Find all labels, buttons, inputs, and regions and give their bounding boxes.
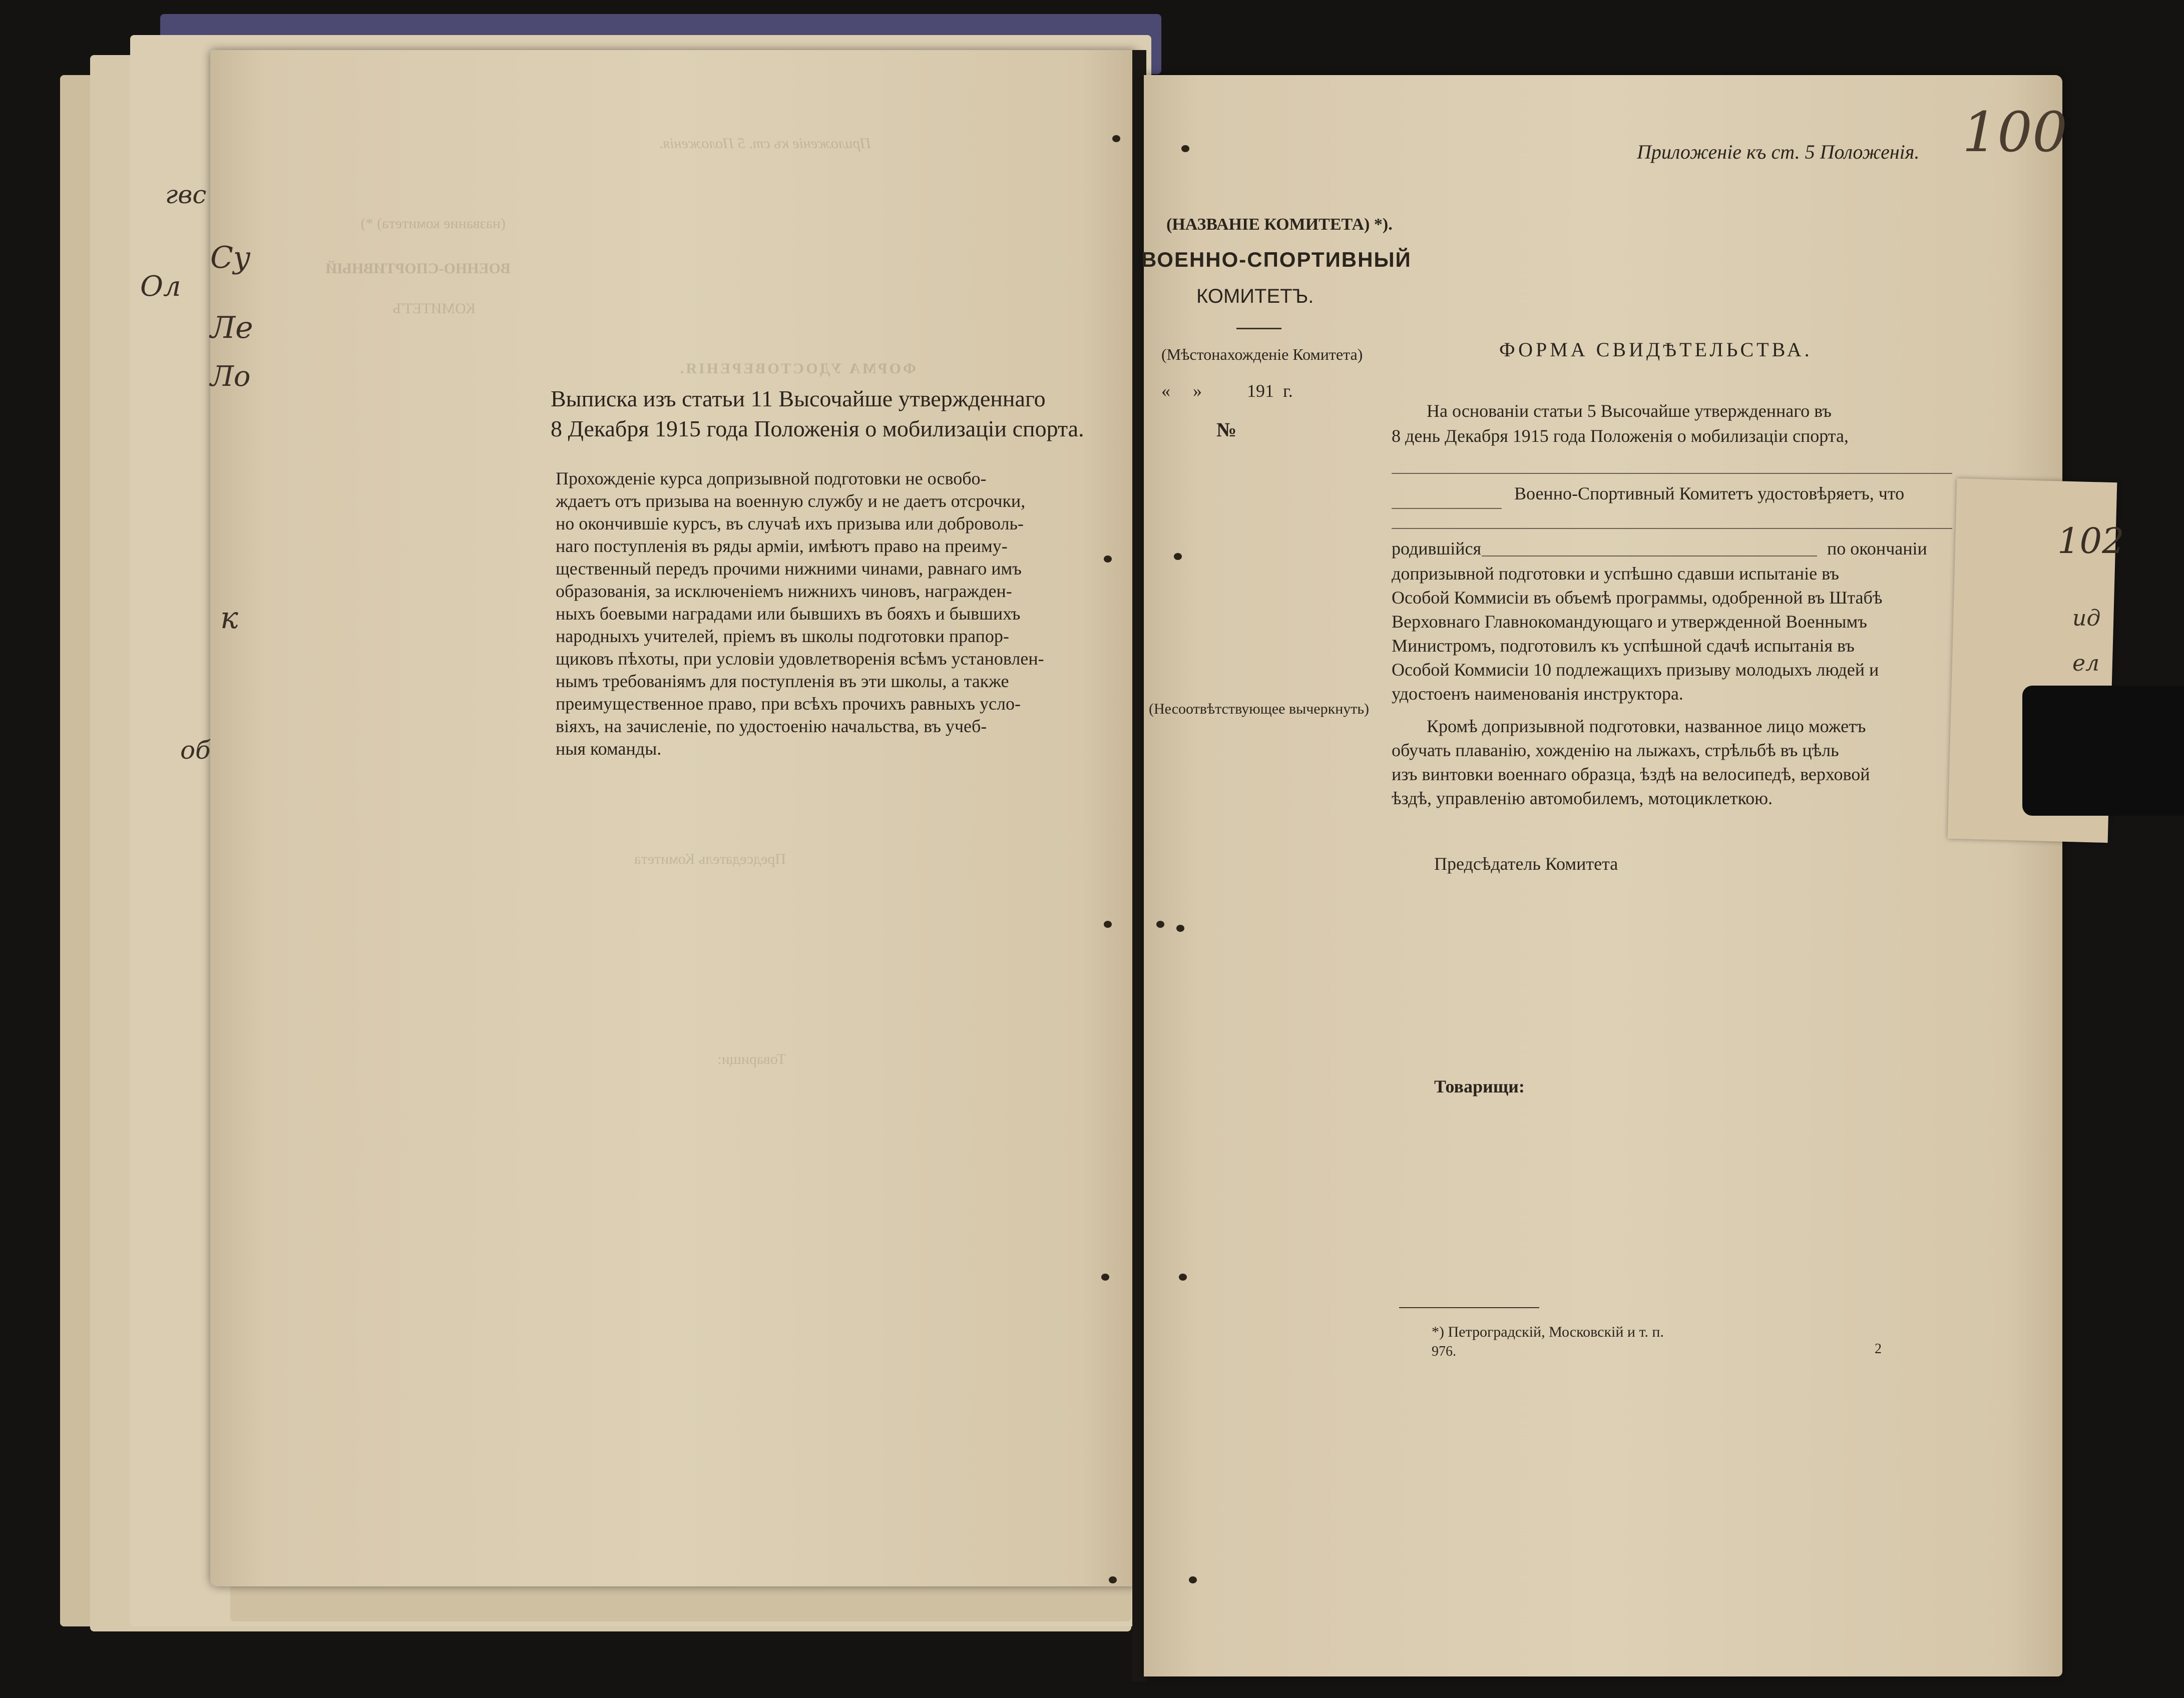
binding-hole xyxy=(1112,135,1120,142)
committee-line-1: ВОЕННО-СПОРТИВНЫЙ xyxy=(1141,248,1412,271)
strike-note: (Несоотвѣтствующее вычеркнуть) xyxy=(1149,701,1370,717)
paragraph3-line: обучать плаванію, хожденію на лыжахъ, стрѣльбѣ въ цѣль xyxy=(1392,740,1839,760)
margin-handwriting: Ло xyxy=(210,360,251,393)
paragraph2-line: удостоенъ наименованія инструктора. xyxy=(1392,684,1683,704)
margin-handwriting: к xyxy=(220,601,238,636)
bleed-text: ФОРМА УДОСТОВЕРЕНІЯ. xyxy=(678,360,916,377)
slip-number: 102 xyxy=(2057,520,2124,561)
slip-handwriting: ел xyxy=(2072,651,2100,676)
margin-handwriting: об xyxy=(180,736,211,765)
paragraph2-line: Особой Коммисіи 10 подлежащихъ призыву молодыхъ людей и xyxy=(1392,660,1879,680)
black-binding-tape xyxy=(2022,686,2184,816)
body-line: нымъ требованіямъ для поступленія въ эти школы, а также xyxy=(556,671,1009,691)
binding-hole xyxy=(1176,925,1184,932)
paragraph3-line: изъ винтовки военнаго образца, ѣздѣ на велосипедѣ, верховой xyxy=(1392,764,1870,784)
appendix-note: Приложеніе къ ст. 5 Положенія. xyxy=(1637,141,1920,163)
body-line: щиковъ пѣхоты, при условіи удовлетворенія всѣмъ установлен- xyxy=(556,649,1044,669)
number-sign: № xyxy=(1216,418,1237,441)
certifies-text: Военно-Спортивный Комитетъ удостовѣряетъ, что xyxy=(1514,483,1905,503)
binding-hole xyxy=(1104,921,1112,928)
right-page xyxy=(1144,75,2062,1676)
bleed-text: Председатель Комитета xyxy=(634,851,786,867)
extract-heading-line: Выписка изъ статьи 11 Высочайше утвержденнаго xyxy=(551,386,1046,411)
chairman-label: Предсѣдатель Комитета xyxy=(1434,854,1618,874)
paragraph2-line: Особой Коммисіи въ объемѣ программы, одобренной въ Штабѣ xyxy=(1392,588,1883,608)
body-line: ждаетъ отъ призыва на военную службу и не даетъ отсрочки, xyxy=(556,491,1026,511)
deputies-label: Товарищи: xyxy=(1434,1076,1525,1096)
left-page xyxy=(210,50,1136,1586)
folio-number: 100 xyxy=(1962,100,2067,164)
margin-handwriting: Су xyxy=(210,240,251,275)
bleed-text: КОМИТЕТЪ xyxy=(392,300,476,317)
paragraph2-line: Верховнаго Главнокомандующаго и утвержденной Военнымъ xyxy=(1392,612,1867,632)
bleed-through xyxy=(210,50,1136,1586)
bleed-text: (название комитета) *) xyxy=(360,215,506,232)
binding-hole xyxy=(1179,1274,1187,1281)
margin-handwriting: Ле xyxy=(210,310,253,345)
print-code: 976. xyxy=(1432,1344,1456,1359)
bleed-text: Приложеніе къ ст. 5 Положенія. xyxy=(659,135,871,152)
body-line: преимущественное право, при всѣхъ прочихъ равныхъ усло- xyxy=(556,694,1021,714)
body-line: народныхъ учителей, пріемъ въ школы подготовки прапор- xyxy=(556,626,1009,646)
body-line: віяхъ, на зачисленіе, по удостоенію начальства, въ учеб- xyxy=(556,716,987,736)
location-label: (Мѣстонахожденіе Комитета) xyxy=(1161,345,1363,363)
bleed-text: ВОЕННО-СПОРТИВНЫЙ xyxy=(325,260,511,277)
bleed-text: Товарищи: xyxy=(717,1051,786,1067)
body-line: наго поступленія въ ряды арміи, имѣютъ право на преиму- xyxy=(556,536,1008,556)
paragraph1-line: 8 день Декабря 1915 года Положенія о мобилизаціи спорта, xyxy=(1392,426,1849,446)
slip-handwriting: ид xyxy=(2072,606,2101,631)
ornament-divider xyxy=(1236,328,1281,329)
binding-hole xyxy=(1174,553,1182,560)
committee-name-blank xyxy=(1392,508,1502,509)
paragraph2-line: допризывной подготовки и успѣшно сдавши испытаніе въ xyxy=(1392,563,1839,584)
body-line: но окончившіе курсъ, въ случаѣ ихъ призыва или доброволь- xyxy=(556,513,1024,533)
binding-hole xyxy=(1189,1576,1197,1583)
paragraph1-line: На основаніи статьи 5 Высочайше утвержденнаго въ xyxy=(1427,401,1832,421)
binding-hole xyxy=(1104,555,1112,562)
signature-mark: 2 xyxy=(1875,1341,1882,1357)
body-line: ныя команды. xyxy=(556,739,662,759)
paragraph2-line: Министромъ, подготовилъ къ успѣшной сдачѣ испытанія въ xyxy=(1392,636,1855,656)
binding-hole xyxy=(1101,1274,1109,1281)
committee-line-2: КОМИТЕТЪ. xyxy=(1196,285,1314,307)
body-line: Прохожденіе курса допризывной подготовки не освобо- xyxy=(556,468,987,488)
extract-heading-line: 8 Декабря 1915 года Положенія о мобилизаціи спорта. xyxy=(551,416,1084,441)
fill-line xyxy=(1392,473,1952,474)
footnote-rule xyxy=(1399,1307,1539,1308)
body-line: ныхъ боевыми наградами или бывшихъ въ бояхъ и бывшихъ xyxy=(556,604,1021,624)
committee-name-label: (НАЗВАНІЕ КОМИТЕТА) *). xyxy=(1166,215,1393,234)
date-line: « » 191 г. xyxy=(1161,381,1293,401)
binding-hole xyxy=(1156,921,1164,928)
margin-handwriting: гвс xyxy=(165,180,207,209)
form-title: ФОРМА СВИДѢТЕЛЬСТВА. xyxy=(1499,338,1813,361)
binding-hole xyxy=(1109,1576,1117,1583)
body-line: щественный передъ прочими нижними чинами, равнаго имъ xyxy=(556,558,1022,579)
fill-line xyxy=(1392,528,1952,529)
after-label: по окончаніи xyxy=(1827,538,1927,558)
name-blank xyxy=(1482,555,1817,556)
paragraph3-line: ѣздѣ, управленію автомобилемъ, мотоциклеткою. xyxy=(1392,788,1773,808)
footnote: *) Петроградскій, Московскій и т. п. xyxy=(1432,1324,1664,1340)
paragraph3-line: Кромѣ допризывной подготовки, названное лицо можетъ xyxy=(1427,716,1866,736)
binding-hole xyxy=(1181,145,1189,152)
body-line: образованія, за исключеніемъ нижнихъ чиновъ, награжден- xyxy=(556,581,1012,601)
margin-handwriting: Ол xyxy=(140,270,181,303)
born-label: родившійся xyxy=(1392,538,1482,558)
